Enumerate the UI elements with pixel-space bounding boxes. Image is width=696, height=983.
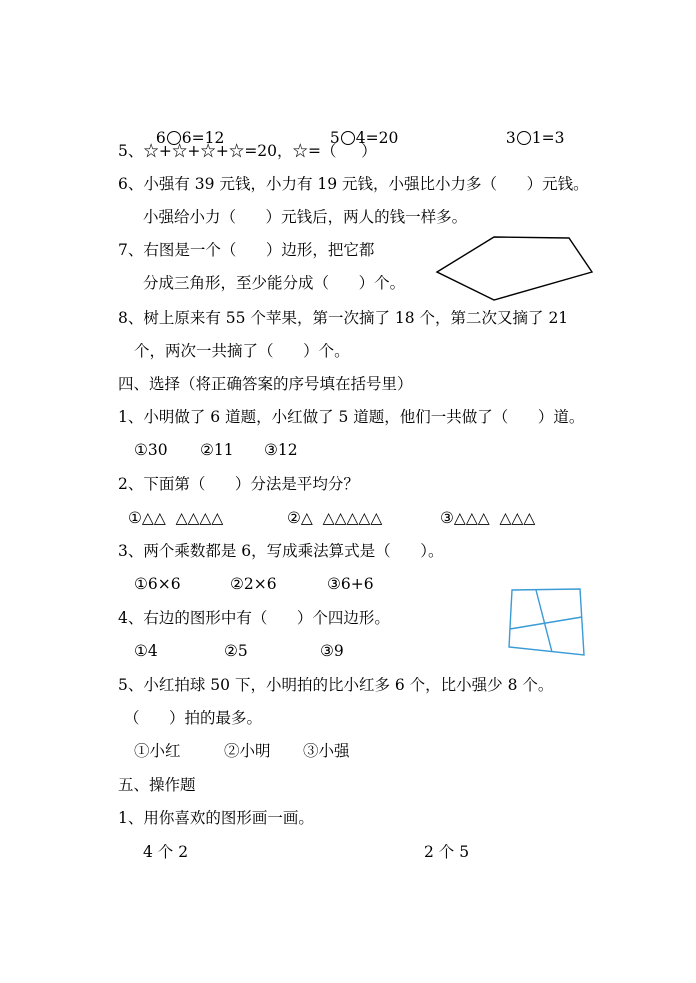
pentagon-figure bbox=[432, 234, 602, 304]
q4-option-3[interactable]: ③9 bbox=[320, 642, 344, 660]
drawing-task-2: 2 个 5 bbox=[424, 843, 470, 861]
drawing-task-1: 4 个 2 bbox=[143, 843, 189, 861]
question-3-8-line1: 8、树上原来有 55 个苹果，第一次摘了 18 个，第二次又摘了 21 bbox=[118, 309, 569, 327]
question-3-7-line2: 分成三角形，至少能分成（ ）个。 bbox=[143, 274, 406, 292]
q5-option-1[interactable]: ①小红 bbox=[134, 742, 181, 760]
question-3-5: 5、☆+☆+☆+☆=20，☆=（ ） bbox=[118, 142, 377, 160]
question-4-5-line2: （ ）拍的最多。 bbox=[124, 709, 263, 727]
eq-right: 6=12 bbox=[181, 129, 225, 147]
blank-circle[interactable] bbox=[517, 131, 531, 145]
q5-option-3[interactable]: ③小强 bbox=[303, 742, 350, 760]
section-4-heading: 四、选择（将正确答案的序号填在括号里） bbox=[118, 375, 413, 393]
question-4-2: 2、下面第（ ）分法是平均分？ bbox=[118, 475, 359, 493]
question-5-1: 1、用你喜欢的图形画一画。 bbox=[118, 809, 314, 827]
q4-option-2[interactable]: ②5 bbox=[224, 642, 248, 660]
question-3-6-line1: 6、小强有 39 元钱，小力有 19 元钱，小强比小力多（ ）元钱。 bbox=[118, 175, 589, 193]
q1-option-3[interactable]: ③12 bbox=[264, 441, 298, 459]
eq-left: 6 bbox=[155, 129, 166, 147]
circle-equation-3 bbox=[496, 108, 564, 148]
q3-option-2[interactable]: ②2×6 bbox=[230, 575, 277, 593]
pentagon-shape bbox=[437, 237, 592, 300]
eq-right: 1=3 bbox=[531, 129, 565, 147]
question-3-6-line2: 小强给小力（ ）元钱后，两人的钱一样多。 bbox=[143, 208, 468, 226]
outer-quadrilateral bbox=[509, 589, 584, 655]
question-4-5-line1: 5、小红拍球 50 下，小明拍的比小红多 6 个，比小强少 8 个。 bbox=[118, 676, 554, 694]
q2-option-3[interactable]: ③△△△ △△△ bbox=[440, 509, 536, 527]
quadrilateral-figure bbox=[508, 584, 588, 659]
q5-option-2[interactable]: ②小明 bbox=[224, 742, 271, 760]
q3-option-1[interactable]: ①6×6 bbox=[134, 575, 181, 593]
eq-left: 3 bbox=[505, 129, 516, 147]
question-3-8-line2: 个，两次一共摘了（ ）个。 bbox=[134, 342, 350, 360]
question-4-3: 3、两个乘数都是 6，写成乘法算式是（ ）。 bbox=[118, 542, 444, 560]
question-3-7-line1: 7、右图是一个（ ）边形，把它都 bbox=[118, 241, 375, 259]
q3-option-3[interactable]: ③6+6 bbox=[327, 575, 374, 593]
eq-left: 5 bbox=[329, 129, 340, 147]
eq-right: 4=20 bbox=[355, 129, 399, 147]
q1-option-1[interactable]: ①30 bbox=[134, 441, 168, 459]
q1-option-2[interactable]: ②11 bbox=[200, 441, 234, 459]
section-5-heading: 五、操作题 bbox=[118, 776, 196, 794]
question-4-4: 4、右边的图形中有（ ）个四边形。 bbox=[118, 609, 390, 627]
q4-option-1[interactable]: ①4 bbox=[134, 642, 158, 660]
q2-option-2[interactable]: ②△ △△△△△ bbox=[287, 509, 383, 527]
question-4-1: 1、小明做了 6 道题，小红做了 5 道题，他们一共做了（ ）道。 bbox=[118, 408, 585, 426]
inner-line-1 bbox=[536, 590, 552, 652]
q2-option-1[interactable]: ①△△ △△△△ bbox=[128, 509, 224, 527]
